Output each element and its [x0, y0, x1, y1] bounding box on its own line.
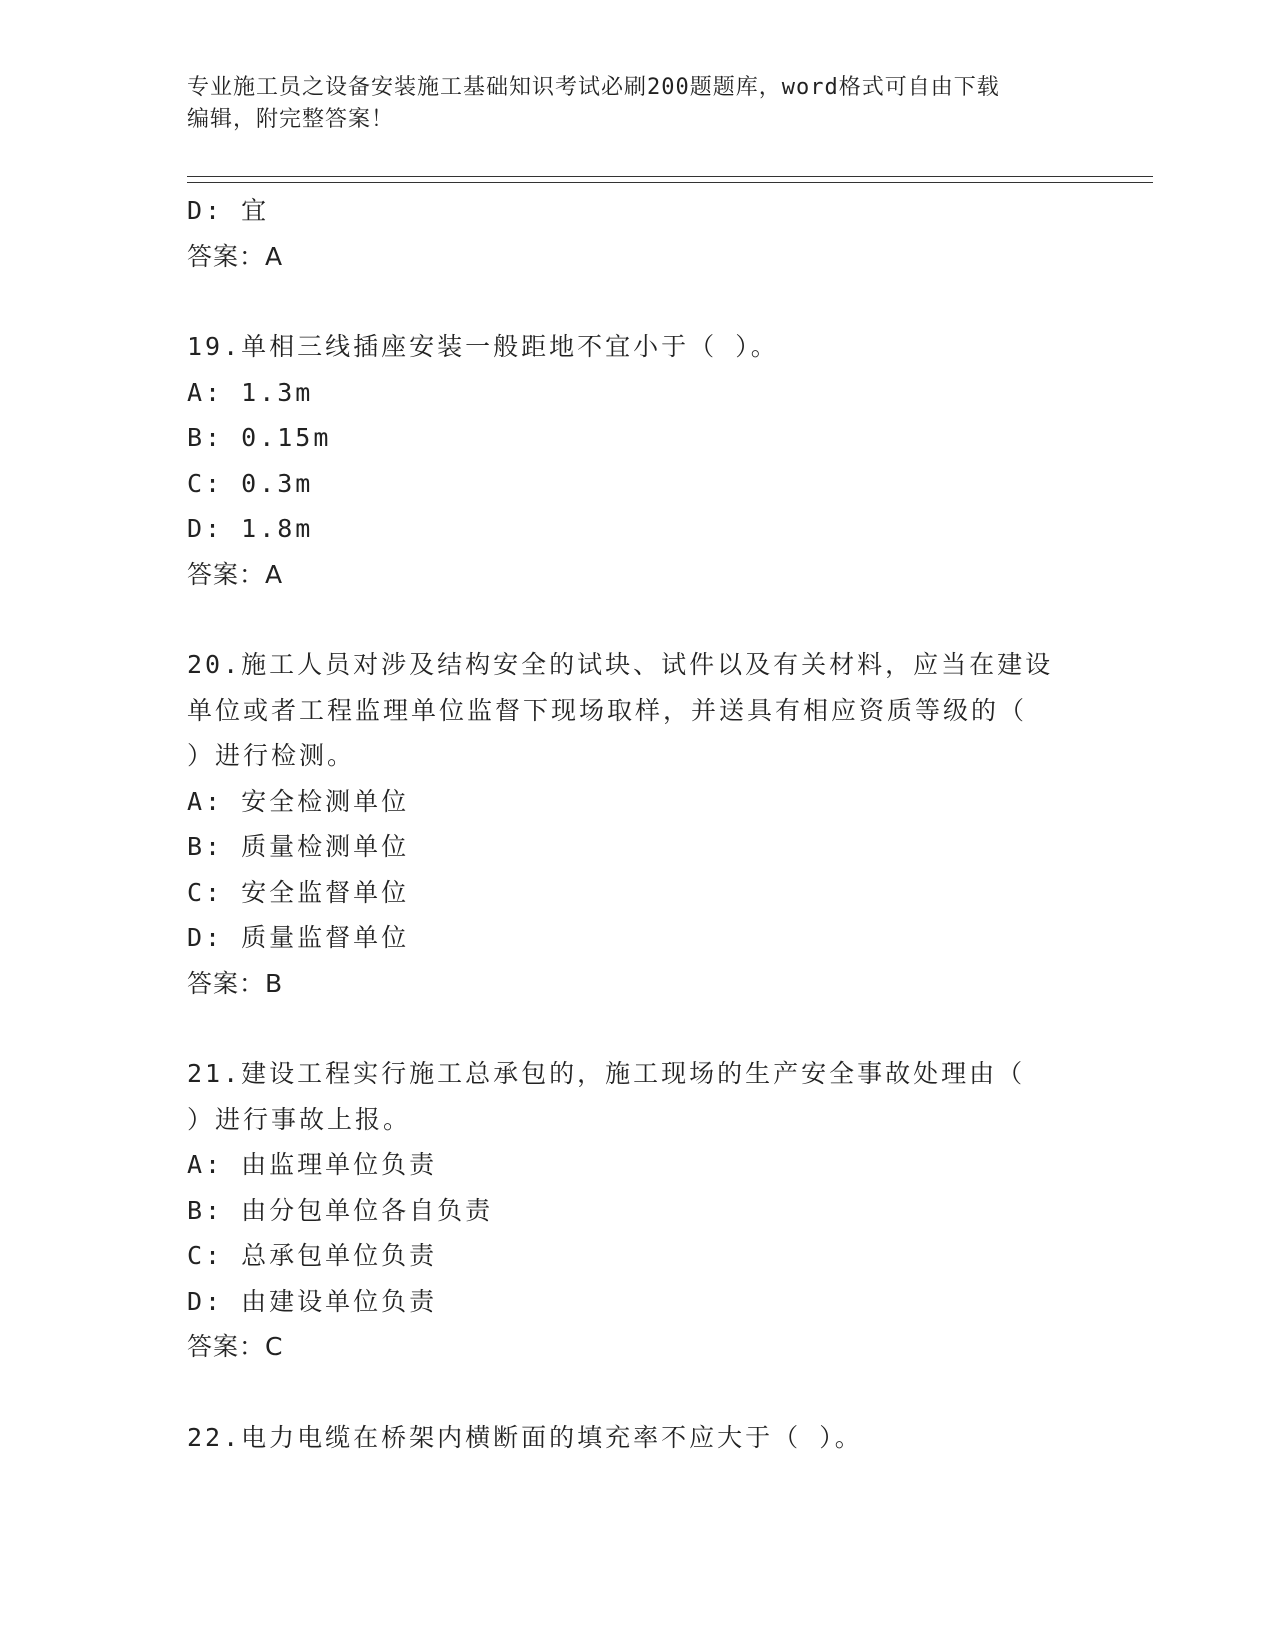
question-stem: 19.单相三线插座安装一般距地不宜小于（ ）。: [187, 332, 779, 361]
question-21: [187, 1051, 1087, 1370]
option-a: A: 1.3m: [187, 377, 314, 407]
answer: 答案：C: [187, 1332, 284, 1361]
header-divider-top: [187, 176, 1153, 177]
answer: 答案：A: [187, 241, 284, 271]
option-c: C: 安全监督单位: [187, 877, 410, 907]
question-22: [187, 1415, 1087, 1461]
header-line-1: 专业施工员之设备安装施工基础知识考试必刷200题题库，word格式可自由下载: [187, 75, 1000, 100]
answer: 答案：B: [187, 968, 284, 998]
question-19: [187, 324, 1087, 597]
option-d: D: 1.8m: [187, 514, 314, 543]
question-stem-line-1: 21.建设工程实行施工总承包的，施工现场的生产安全事故处理由（: [187, 1059, 1026, 1088]
question-20: [187, 642, 1087, 1006]
question-stem: 22.电力电缆在桥架内横断面的填充率不应大于（ ）。: [187, 1422, 863, 1452]
question-stem-line-2: 单位或者工程监理单位监督下现场取样，并送具有相应资质等级的（: [187, 695, 1028, 725]
prev-question-tail: [187, 188, 1087, 279]
header-divider-bottom: [187, 182, 1153, 183]
option-a: A: 安全检测单位: [187, 786, 410, 816]
option-d: D: 由建设单位负责: [187, 1286, 438, 1316]
header-line-2: 编辑，附完整答案！: [187, 107, 395, 132]
option-d: D: 质量监督单位: [187, 923, 410, 952]
document-header: [187, 72, 1087, 136]
option-d: D: 宜: [187, 196, 270, 225]
option-b: B: 0.15m: [187, 423, 332, 452]
answer: 答案：A: [187, 559, 284, 589]
option-a: A: 由监理单位负责: [187, 1150, 438, 1179]
option-c: C: 总承包单位负责: [187, 1241, 438, 1270]
option-b: B: 质量检测单位: [187, 832, 410, 861]
question-list: [187, 188, 1087, 1460]
question-stem-line-1: 20.施工人员对涉及结构安全的试块、试件以及有关材料，应当在建设: [187, 650, 1054, 679]
option-c: C: 0.3m: [187, 468, 314, 498]
question-stem-line-3: ）进行检测。: [187, 741, 356, 770]
option-b: B: 由分包单位各自负责: [187, 1195, 494, 1225]
question-stem-line-2: ）进行事故上报。: [187, 1104, 412, 1134]
